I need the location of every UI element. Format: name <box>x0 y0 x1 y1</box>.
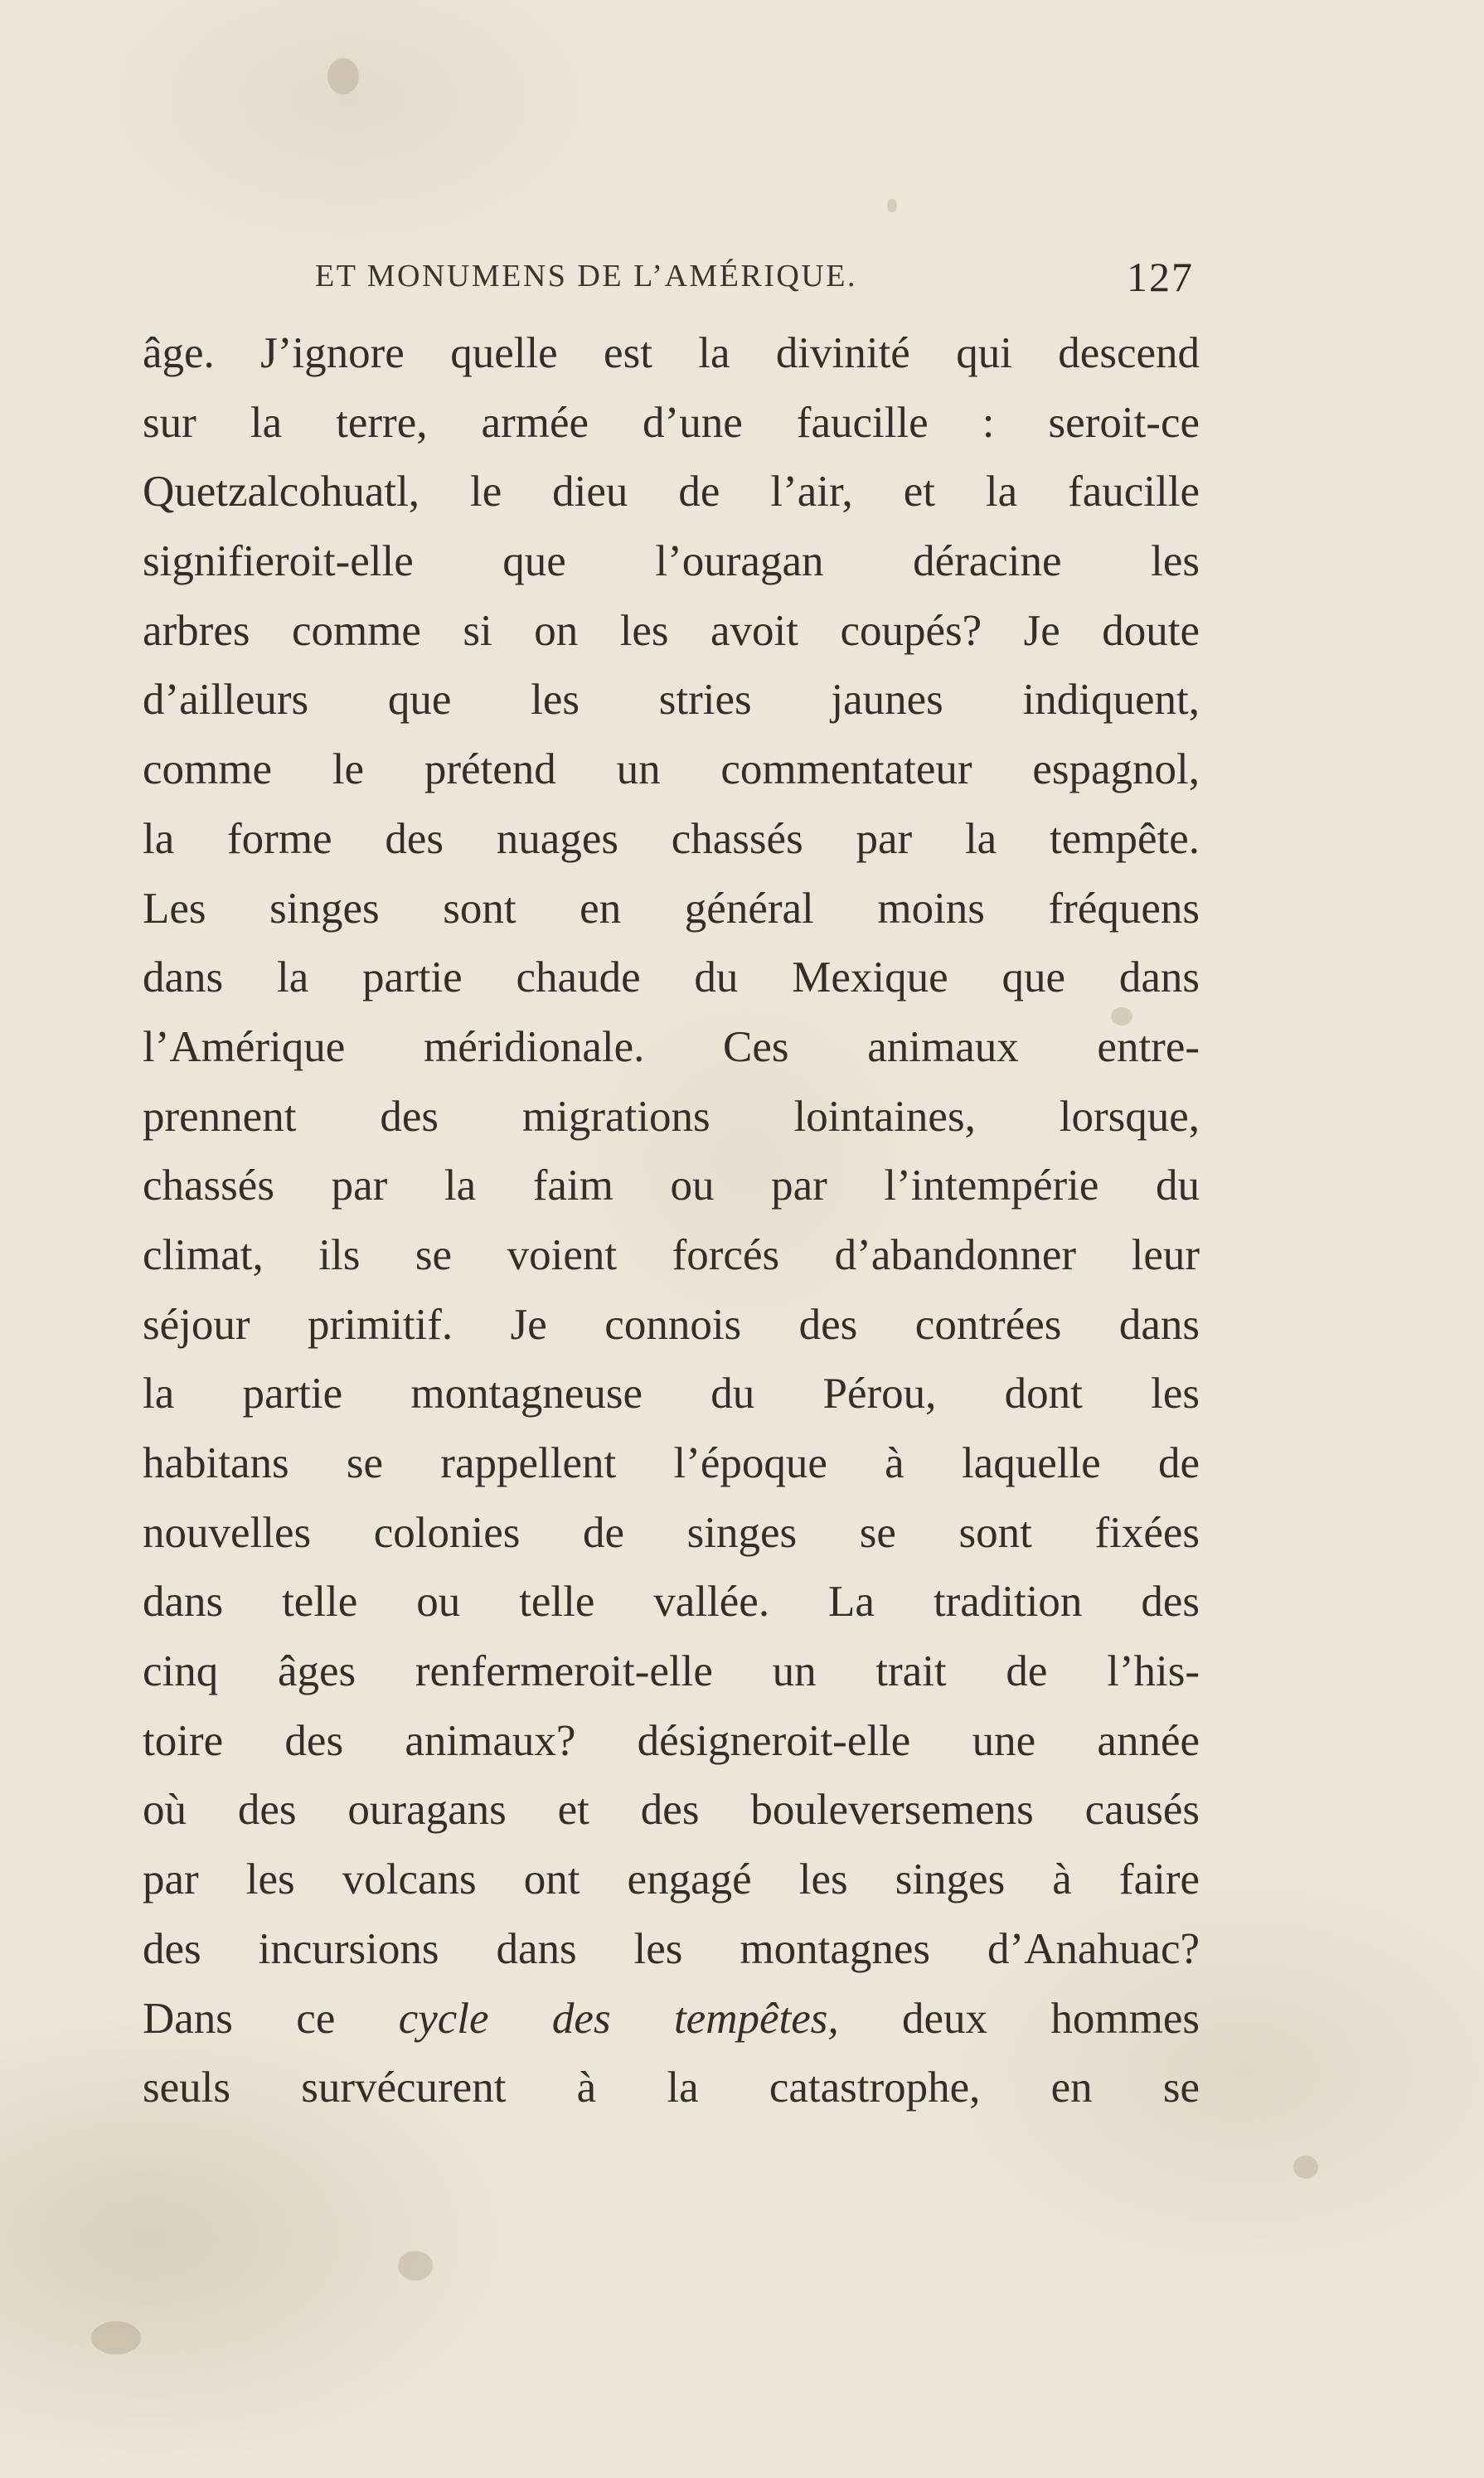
text-line: nouvelles colonies de singes se sont fixées <box>143 1508 1200 1557</box>
text-line: cinq âges renfermeroit-elle un trait de l’his- <box>143 1647 1200 1696</box>
text-line: prennent des migrations lointaines, lorsque, <box>143 1092 1200 1141</box>
foxing-stain <box>887 199 897 212</box>
italic-phrase: cycle des tempêtes, <box>398 1994 839 2043</box>
text-line: des incursions dans les montagnes d’Anahuac? <box>143 1924 1200 1973</box>
text-line: l’Amérique méridionale. Ces animaux entre- <box>143 1022 1200 1071</box>
text-line: chassés par la faim ou par l’intempérie du <box>143 1161 1200 1210</box>
text-line: où des ouragans et des bouleversemens causés <box>143 1786 1200 1835</box>
text-line: la forme des nuages chassés par la tempête. <box>143 814 1200 863</box>
text-line-with-italic <box>143 1985 1200 2054</box>
text-line: dans telle ou telle vallée. La tradition des <box>143 1578 1200 1627</box>
text-line: sur la terre, armée d’une faucille : seroit-ce <box>143 398 1200 447</box>
running-title: ET MONUMENS DE L’AMÉRIQUE. <box>315 259 857 293</box>
last-text-line: seuls survécurent à la catastrophe, en se <box>143 2063 1200 2112</box>
line-end: deux hommes <box>902 1994 1200 2043</box>
text-line: toire des animaux? désigneroit-elle une année <box>143 1716 1200 1765</box>
text-line: séjour primitif. Je connois des contrées dans <box>143 1300 1200 1349</box>
text-line: comme le prétend un commentateur espagnol, <box>143 745 1200 794</box>
text-line: habitans se rappellent l’époque à laquelle de <box>143 1439 1200 1487</box>
text-line: dans la partie chaude du Mexique que dans <box>143 953 1200 1002</box>
text-line: Les singes sont en général moins fréquens <box>143 884 1200 933</box>
line-start: Dans ce <box>143 1994 336 2043</box>
text-line: Quetzalcohuatl, le dieu de l’air, et la faucille <box>143 468 1200 516</box>
text-line: d’ailleurs que les stries jaunes indiquent, <box>143 676 1200 725</box>
foxing-stain <box>327 58 359 95</box>
body-text <box>143 319 1200 2123</box>
text-line: par les volcans ont engagé les singes à faire <box>143 1855 1200 1904</box>
foxing-stain <box>91 2321 141 2354</box>
foxing-stain <box>398 2251 433 2281</box>
foxing-stain <box>1293 2156 1318 2179</box>
page-header <box>315 253 1194 303</box>
page-number: 127 <box>1127 254 1194 300</box>
text-line: la partie montagneuse du Pérou, dont les <box>143 1370 1200 1418</box>
text-line: climat, ils se voient forcés d’abandonner leur <box>143 1230 1200 1279</box>
text-line: signifieroit-elle que l’ouragan déracine les <box>143 537 1200 586</box>
text-line: âge. J’ignore quelle est la divinité qui descend <box>143 329 1200 377</box>
text-line: arbres comme si on les avoit coupés? Je doute <box>143 606 1200 655</box>
